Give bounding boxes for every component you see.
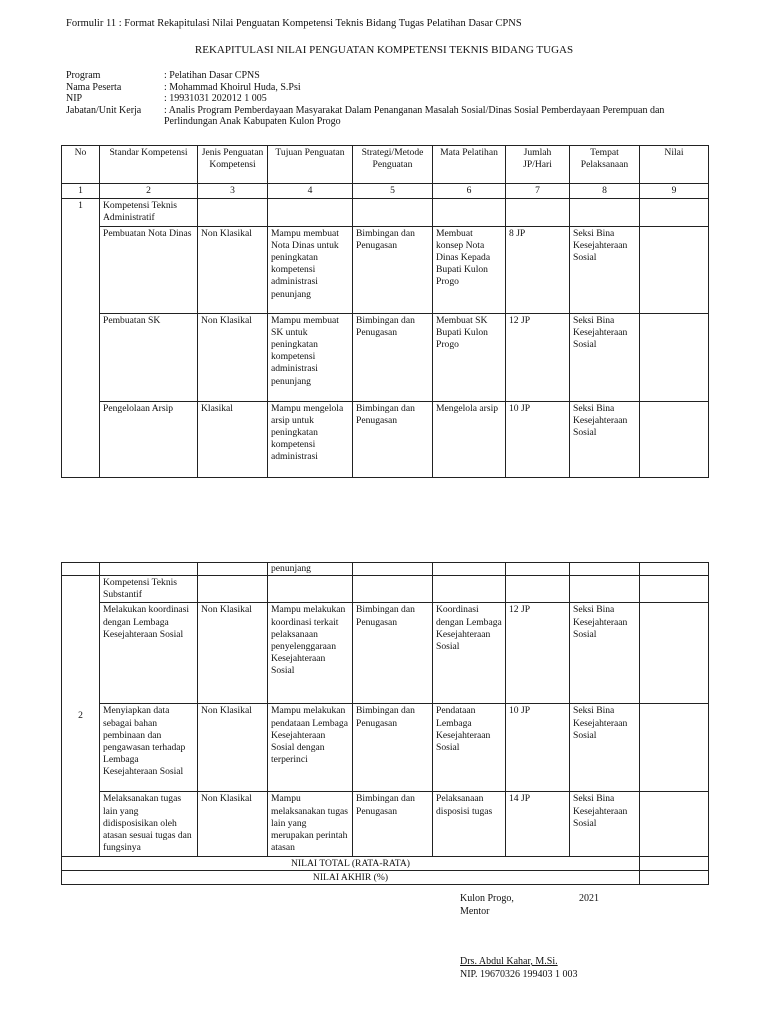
- tempat-cell: Seksi Bina Kesejahteraan Sosial: [570, 313, 640, 401]
- col-header-no: No: [62, 146, 100, 184]
- jenis-cell: Non Klasikal: [198, 226, 268, 313]
- col-header-tempat: Tempat Pelaksanaan: [570, 146, 640, 184]
- jp-cell: 10 JP: [506, 704, 570, 792]
- mata-cell: Pelaksanaan disposisi tugas: [433, 792, 506, 857]
- col-number: 6: [433, 184, 506, 199]
- table-row: [62, 704, 709, 792]
- info-value: : 19931031 202012 1 005: [164, 93, 267, 104]
- group-row-substantif: [62, 576, 709, 603]
- standar-cell: Menyiapkan data sebagai bahan pembinaan dan pengawasan terhadap Lembaga Kesejahteraan Sosial: [100, 704, 198, 792]
- strategi-cell: Bimbingan dan Penugasan: [353, 313, 433, 401]
- table-row: [62, 226, 709, 313]
- col-header-mata: Mata Pelatihan: [433, 146, 506, 184]
- strategi-cell: Bimbingan dan Penugasan: [353, 792, 433, 857]
- tempat-cell: Seksi Bina Kesejahteraan Sosial: [570, 401, 640, 477]
- col-number: 1: [62, 184, 100, 199]
- strategi-cell: Bimbingan dan Penugasan: [353, 401, 433, 477]
- col-number: 8: [570, 184, 640, 199]
- tempat-cell: Seksi Bina Kesejahteraan Sosial: [570, 704, 640, 792]
- info-label: Jabatan/Unit Kerja: [66, 104, 142, 116]
- jenis-cell: Klasikal: [198, 401, 268, 477]
- carry-over-text: penunjang: [268, 563, 353, 576]
- info-label: Nama Peserta: [66, 81, 122, 93]
- tujuan-cell: Mampu membuat Nota Dinas untuk peningkatan kompetensi administrasi penunjang: [268, 226, 353, 313]
- jenis-cell: Non Klasikal: [198, 704, 268, 792]
- jp-cell: 10 JP: [506, 401, 570, 477]
- info-value: : Analis Program Pemberdayaan Masyarakat Dalam Penanganan Masalah Sosial/Dinas Sosial Pemberdayaan Perempuan dan Perlindungan Anak Kabupaten Kulon Progo: [164, 104, 665, 127]
- group-row-administratif: [62, 199, 709, 226]
- column-number-row: [62, 184, 709, 199]
- total-value: [640, 857, 709, 871]
- mata-cell: Koordinasi dengan Lembaga Kesejahteraan Sosial: [433, 603, 506, 704]
- strategi-cell: Bimbingan dan Penugasan: [353, 226, 433, 313]
- col-number: 3: [198, 184, 268, 199]
- mata-cell: Membuat konsep Nota Dinas Kepada Bupati Kulon Progo: [433, 226, 506, 313]
- tujuan-cell: Mampu melaksanakan tugas lain yang merupakan perintah atasan: [268, 792, 353, 857]
- jenis-cell: Non Klasikal: [198, 603, 268, 704]
- group-number: 1: [62, 199, 100, 477]
- tujuan-cell: [268, 401, 353, 477]
- recap-table-page2: [61, 562, 709, 885]
- col-header-tujuan: Tujuan Penguatan: [268, 146, 353, 184]
- col-header-strategi: Strategi/Metode Penguatan: [353, 146, 433, 184]
- standar-cell: Pembuatan SK: [100, 313, 198, 401]
- col-number: 7: [506, 184, 570, 199]
- info-row-jabatan: [66, 105, 704, 128]
- total-label: NILAI TOTAL (RATA-RATA): [62, 857, 640, 871]
- col-number: 9: [640, 184, 709, 199]
- final-label: NILAI AKHIR (%): [62, 871, 640, 885]
- info-row-program: [66, 70, 704, 82]
- jp-cell: 14 JP: [506, 792, 570, 857]
- info-label: Program: [66, 70, 101, 81]
- info-label: NIP: [66, 93, 83, 104]
- col-number: 5: [353, 184, 433, 199]
- carry-over-row: [62, 563, 709, 576]
- final-row: [62, 871, 709, 885]
- standar-cell: Pembuatan Nota Dinas: [100, 226, 198, 313]
- header-row: [62, 146, 709, 184]
- standar-cell: Melakukan koordinasi dengan Lembaga Kesejahteraan Sosial: [100, 603, 198, 704]
- final-value: [640, 871, 709, 885]
- col-header-jenis: Jenis Penguatan Kompetensi: [198, 146, 268, 184]
- mentor-name: Drs. Abdul Kahar, M.Si.: [460, 956, 558, 967]
- mentor-nip: NIP. 19670326 199403 1 003: [460, 969, 578, 980]
- nilai-cell: [640, 226, 709, 313]
- group-title: Kompetensi Teknis Administratif: [100, 199, 198, 226]
- tempat-cell: Seksi Bina Kesejahteraan Sosial: [570, 226, 640, 313]
- tempat-cell: Seksi Bina Kesejahteraan Sosial: [570, 603, 640, 704]
- table-row: [62, 313, 709, 401]
- jp-cell: 12 JP: [506, 313, 570, 401]
- nilai-cell: [640, 313, 709, 401]
- info-row-name: [66, 82, 704, 94]
- col-number: 2: [100, 184, 198, 199]
- document-title: REKAPITULASI NILAI PENGUATAN KOMPETENSI TEKNIS BIDANG TUGAS: [194, 44, 574, 56]
- info-row-nip: [66, 93, 704, 105]
- total-row: [62, 857, 709, 871]
- strategi-cell: Bimbingan dan Penugasan: [353, 603, 433, 704]
- tempat-cell: Seksi Bina Kesejahteraan Sosial: [570, 792, 640, 857]
- nilai-cell: [640, 704, 709, 792]
- jenis-cell: Non Klasikal: [198, 313, 268, 401]
- recap-table-page1: [61, 145, 709, 478]
- signature-place: Kulon Progo,: [460, 893, 514, 904]
- tujuan-cell: Mampu melakukan koordinasi terkait pelaksanaan penyelenggaraan Kesejahteraan Sosial: [268, 603, 353, 704]
- info-value: : Pelatihan Dasar CPNS: [164, 70, 260, 81]
- standar-cell: Pengelolaan Arsip: [100, 401, 198, 477]
- jp-cell: 8 JP: [506, 226, 570, 313]
- tujuan-text: Mampu mengelola arsip untuk peningkatan kompetensi administrasi: [271, 402, 344, 463]
- table-row: [62, 603, 709, 704]
- standar-cell: Melaksanakan tugas lain yang didisposisikan oleh atasan sesuai tugas dan fungsinya: [100, 792, 198, 857]
- tujuan-cell: Mampu melakukan pendataan Lembaga Kesejahteraan Sosial dengan terperinci: [268, 704, 353, 792]
- col-number: 4: [268, 184, 353, 199]
- jp-cell: 12 JP: [506, 603, 570, 704]
- info-value: : Mohammad Khoirul Huda, S.Psi: [164, 81, 301, 93]
- nilai-cell: [640, 603, 709, 704]
- table-row: [62, 792, 709, 857]
- signature-year: 2021: [579, 893, 599, 904]
- participant-info: [66, 70, 704, 128]
- group-number: 2: [62, 576, 100, 857]
- mata-cell: Pendataan Lembaga Kesejahteraan Sosial: [433, 704, 506, 792]
- mata-cell: Mengelola arsip: [433, 401, 506, 477]
- jenis-cell: Non Klasikal: [198, 792, 268, 857]
- col-header-nilai: Nilai: [640, 146, 709, 184]
- col-header-standar: Standar Kompetensi: [100, 146, 198, 184]
- group-title: Kompetensi Teknis Substantif: [100, 576, 198, 603]
- mata-cell: Membuat SK Bupati Kulon Progo: [433, 313, 506, 401]
- table-row: [62, 401, 709, 477]
- nilai-cell: [640, 792, 709, 857]
- signature-role: Mentor: [460, 906, 490, 917]
- form-header: Formulir 11 : Format Rekapitulasi Nilai Penguatan Kompetensi Teknis Bidang Tugas Pelatihan Dasar CPNS: [66, 18, 522, 29]
- col-header-jp: Jumlah JP/Hari: [506, 146, 570, 184]
- tujuan-cell: Mampu membuat SK untuk peningkatan kompetensi administrasi penunjang: [268, 313, 353, 401]
- nilai-cell: [640, 401, 709, 477]
- strategi-cell: Bimbingan dan Penugasan: [353, 704, 433, 792]
